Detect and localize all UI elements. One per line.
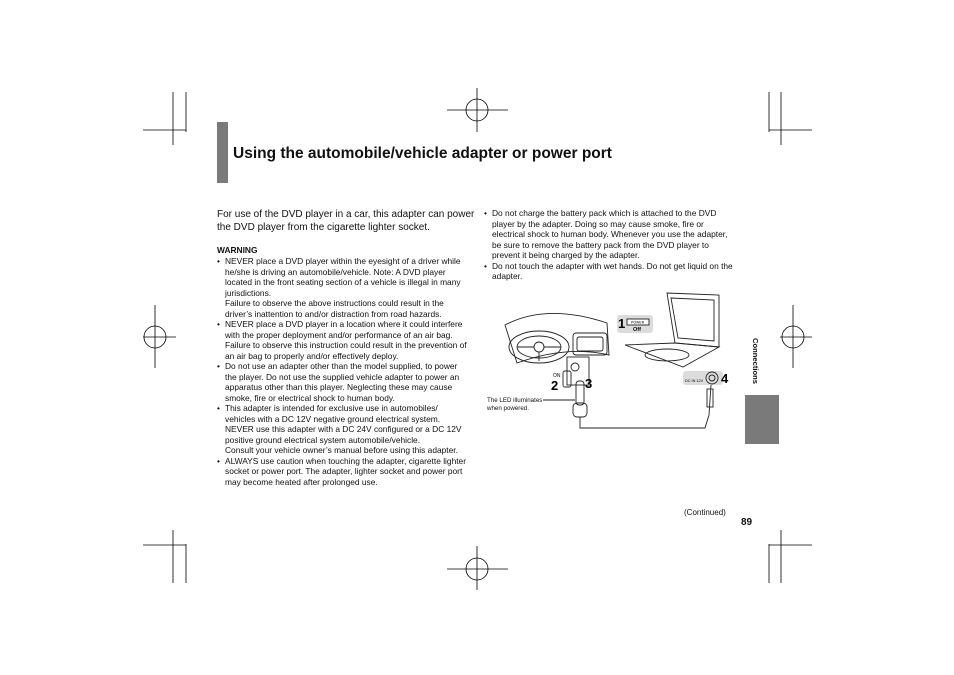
step-1-label: 1 — [618, 316, 626, 331]
warning-item — [217, 319, 467, 361]
caution-item: • Do not charge the battery pack which is attached to the DVD player by the adapter. Doing so may cause smoke, fire or electrical shock to human body. Whenever you use the adapter, be sure to remove the battery pack from the DVD player to prevent it being charged by the adapter. — [484, 208, 736, 261]
page-title: Using the automobile/vehicle adapter or power port — [233, 145, 612, 162]
warning-text: This adapter is intended for exclusive use in automobiles/ vehicles with a DC 12V negative ground electrical system. NEVER use this adapter with a DC 24V configured or a DC 12V positive ground electrical system automobile/vehicle. — [225, 403, 462, 445]
continued-note: (Continued) — [684, 508, 726, 517]
title-accent-bar — [217, 122, 228, 183]
led-note: The LED illuminates when powered. — [487, 397, 543, 412]
power-label: POWER — [631, 320, 645, 325]
warning-item — [217, 256, 467, 319]
section-tab — [745, 395, 779, 444]
page-number: 89 — [741, 517, 753, 528]
on-label: ON — [553, 373, 561, 379]
warning-note: Failure to observe this instruction could result in the prevention of an air bag to properly and/or effectively deploy. — [225, 340, 467, 361]
off-label: Off — [633, 327, 641, 333]
warning-text: NEVER place a DVD player in a location where it could interfere with the proper deployment and/or performance of an air bag. — [225, 319, 463, 340]
section-label: Connections — [751, 338, 760, 384]
warning-note: Failure to observe the above instructions could result in the driver’s inattention to and/or distraction from road hazards. — [225, 298, 444, 319]
warning-heading: WARNING — [217, 245, 258, 255]
warning-list — [217, 256, 467, 487]
dashboard-outline — [505, 313, 609, 363]
warning-text: Do not use an adapter other than the model supplied, to power the player. Do not use the supplied vehicle adapter to power an apparatus other than this player. Neglecting these may cause smoke, fire or electrical shock to human body. — [225, 361, 460, 403]
dc-in-label: DC IN 12V — [685, 379, 704, 383]
dvd-player-base — [625, 343, 719, 367]
caution-list — [484, 208, 736, 282]
warning-item — [217, 403, 467, 456]
intro-paragraph: For use of the DVD player in a car, this adapter can power the DVD player from the cigarette lighter socket. — [217, 209, 475, 233]
caution-item: • Do not touch the adapter with wet hands. Do not get liquid on the adapter. — [484, 261, 736, 282]
warning-text: ALWAYS use caution when touching the adapter, cigarette lighter socket or power port. The adapter, lighter socket and power port may become heated after prolonged use. — [225, 455, 467, 487]
warning-text: NEVER place a DVD player within the eyesight of a driver while he/she is driving an automobile/vehicle. Note: A DVD player located in the front seating section of a vehicle is illegal in many jurisdictions. — [225, 256, 461, 298]
step-2-label: 2 — [551, 378, 559, 393]
warning-note: Consult your vehicle owner’s manual before using this adapter. — [225, 445, 458, 455]
warning-item — [217, 361, 467, 403]
adapter-cable — [580, 385, 711, 428]
step-4-label: 4 — [721, 371, 729, 386]
step-3-label: 3 — [585, 376, 593, 391]
warning-item — [217, 456, 467, 488]
